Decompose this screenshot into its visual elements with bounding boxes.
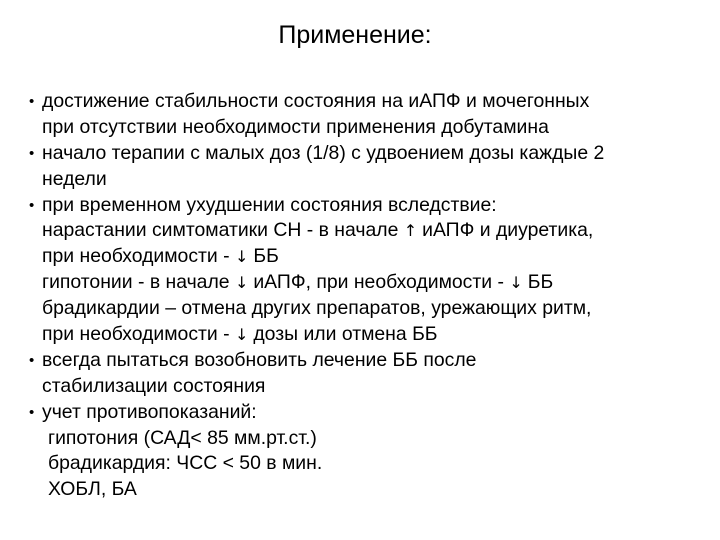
line-text: дозы или отмена ББ bbox=[247, 323, 438, 346]
line-text: при временном ухудшении состояния вследствие: bbox=[42, 193, 497, 216]
slide-title bbox=[0, 20, 720, 50]
sub-line bbox=[29, 218, 604, 244]
line-text: достижение стабильности состояния на иАПФ и мочегонных bbox=[42, 90, 590, 112]
slide-body bbox=[29, 89, 604, 503]
bullet-item-5 bbox=[29, 400, 604, 426]
sub-line bbox=[29, 426, 604, 452]
line-text: всегда пытаться возобновить лечение ББ после bbox=[42, 348, 477, 371]
line-text: начало терапии с малых доз (1/8) с удвоением дозы каждые 2 bbox=[42, 141, 605, 164]
line-text: гипотония (САД< 85 мм.рт.ст.) bbox=[48, 426, 317, 449]
line-text: ХОБЛ, БА bbox=[48, 478, 137, 501]
line-text: при необходимости - bbox=[42, 323, 235, 346]
line-text: иАПФ и диуретика, bbox=[416, 219, 594, 242]
line-text: гипотонии - в начале bbox=[42, 271, 235, 294]
sub-line bbox=[29, 296, 604, 322]
slide-title-text: Применение: bbox=[278, 21, 432, 49]
continuation-line bbox=[29, 115, 604, 141]
bullet-item-4 bbox=[29, 348, 604, 374]
bullet-icon: • bbox=[29, 351, 35, 369]
continuation-line bbox=[29, 374, 604, 400]
line-text: недели bbox=[42, 167, 107, 190]
line-text: ББ bbox=[247, 245, 279, 268]
line-text: иАПФ, при необходимости - bbox=[247, 271, 510, 294]
bullet-icon: • bbox=[29, 144, 35, 162]
sub-line bbox=[29, 244, 604, 270]
line-text: стабилизации состояния bbox=[42, 374, 266, 397]
sub-line bbox=[29, 451, 604, 477]
continuation-line bbox=[29, 167, 604, 193]
line-text: нарастании симтоматики СН - в начале bbox=[42, 219, 404, 242]
sub-line bbox=[29, 322, 604, 348]
bullet-item-2 bbox=[29, 141, 604, 167]
sub-line bbox=[29, 270, 604, 296]
line-text: брадикардии – отмена других препаратов, урежающих ритм, bbox=[42, 297, 592, 320]
sub-line bbox=[29, 477, 604, 503]
line-text: при необходимости - bbox=[42, 245, 235, 268]
line-text: ББ bbox=[522, 271, 554, 294]
line-text: при отсутствии необходимости применения добутамина bbox=[42, 115, 549, 138]
arrow-up-icon: ↑ bbox=[403, 221, 418, 241]
line-text: учет противопоказаний: bbox=[42, 400, 257, 423]
bullet-icon: • bbox=[29, 403, 35, 421]
arrow-down-icon: ↓ bbox=[234, 247, 249, 267]
arrow-down-icon: ↓ bbox=[234, 325, 249, 345]
arrow-down-icon: ↓ bbox=[234, 273, 249, 293]
bullet-icon: • bbox=[29, 196, 35, 214]
bullet-item-1 bbox=[29, 89, 604, 115]
arrow-down-icon: ↓ bbox=[509, 273, 523, 293]
bullet-icon: • bbox=[29, 93, 35, 110]
bullet-item-3 bbox=[29, 193, 604, 219]
line-text: брадикардия: ЧСС < 50 в мин. bbox=[48, 452, 323, 475]
